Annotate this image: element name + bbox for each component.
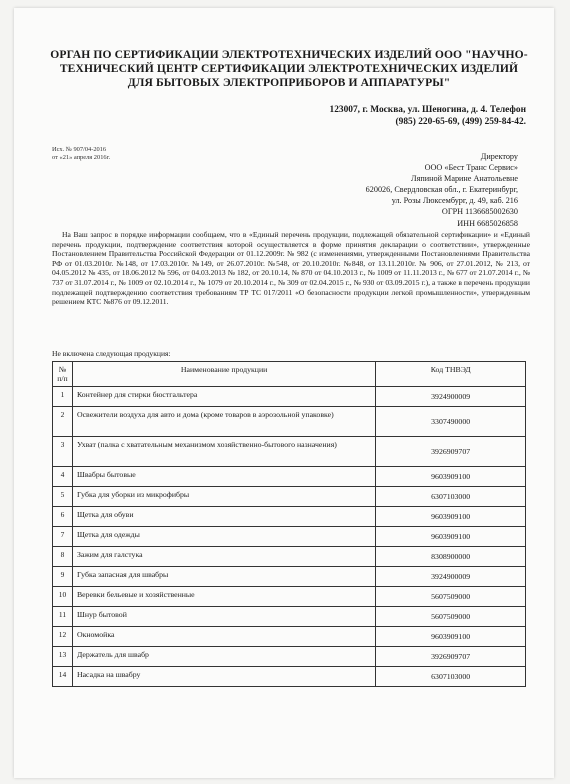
product-name: Губка запасная для швабры (72, 567, 375, 587)
table-row (53, 407, 526, 437)
tnved-code: 3924900009 (376, 567, 526, 587)
address-line: 123007, г. Москва, ул. Шеногина, д. 4. Телефон (329, 105, 526, 115)
product-name: Освежители воздуха для авто и дома (кроме товаров в аэрозольной упаковке) (72, 407, 375, 437)
table-row (53, 487, 526, 507)
tnved-code: 3924900009 (376, 387, 526, 407)
table-row (53, 387, 526, 407)
product-name: Держатель для швабр (72, 647, 375, 667)
product-name: Веревки бельевые и хозяйственные (72, 587, 375, 607)
row-number: 11 (53, 607, 73, 627)
tnved-code: 9603909100 (376, 627, 526, 647)
tnved-code: 6307103000 (376, 667, 526, 687)
table-row (53, 667, 526, 687)
tnved-code: 8308900000 (376, 547, 526, 567)
row-number: 14 (53, 667, 73, 687)
row-number: 1 (53, 387, 73, 407)
product-name: Губка для уборки из микрофибры (72, 487, 375, 507)
body-paragraph: На Ваш запрос в порядке информации сообщаем, что в «Единый перечень продукции, подлежащей обязательной сертификации» и «Единый перечень продукции, подтверждение соответствия которой осуществляется в форме принятия декларации о соответствии», утвержденные Постановлением Правительства Российской Федерации от 01.12.2009г. № 982 (с изменениями, утвержденными Постановлениями Правительства РФ от 01.03.2010г. №148, от 17.03.2010г. №149, от 26.07.2010г. №548, от 20.10.2010г. №848, от 13.11.2010г. № 906, от 27.01.2012, № 213, от 04.05.2012 № 435, от 18.06.2012 № 596, от 04.03.2013 № 182, от 20.10.14, № 870 от 04.10.2013 г., № 1009 от 11.11.2013 г., № 677 от 21.07.2014 г., № 737 от 31.07.2014 г., № 1009 от 02.10.2014 г., № 1079 от 20.10.2014 г., № 309 от 02.04.2015 г., № 930 от 03.09.2015 г.), а также в перечень продукции подлежащей подтверждению соответствия требованиям ТР ТС 017/2011 «О безопасности продукции легкой промышленности», утвержденным решением КТС №876 от 09.12.2011. (52, 230, 530, 307)
tnved-code: 3926909707 (376, 647, 526, 667)
row-number: 2 (53, 407, 73, 437)
product-name: Окномойка (72, 627, 375, 647)
table-row (53, 607, 526, 627)
reference-date: от «21» апреля 2016г. (52, 154, 111, 161)
table-row (53, 627, 526, 647)
recipient-line: Ляпиной Марине Анатольевне (411, 174, 518, 184)
product-name: Шнур бытовой (72, 607, 375, 627)
recipient-line: 620026, Свердловская обл., г. Екатеринбург, (365, 185, 518, 195)
product-name: Контейнер для стирки бюстгальтера (72, 387, 375, 407)
address-phones: (985) 220-65-69, (499) 259-84-42. (395, 117, 526, 127)
document-page (14, 8, 554, 778)
product-name: Щетка для одежды (72, 527, 375, 547)
row-number: 5 (53, 487, 73, 507)
table-row (53, 507, 526, 527)
row-number: 12 (53, 627, 73, 647)
header-line: ОРГАН ПО СЕРТИФИКАЦИИ ЭЛЕКТРОТЕХНИЧЕСКИХ ИЗДЕЛИЙ ООО "НАУЧНО- (50, 48, 528, 61)
row-number: 9 (53, 567, 73, 587)
reference-number: Исх. № 907/04-2016 (52, 146, 107, 153)
tnved-code: 3926909707 (376, 437, 526, 467)
table-header-row (53, 362, 526, 387)
recipient-line: ООО «Бест Транс Сервис» (424, 163, 518, 173)
row-number: 3 (53, 437, 73, 467)
tnved-code: 9603909100 (376, 507, 526, 527)
header-line: ТЕХНИЧЕСКИЙ ЦЕНТР СЕРТИФИКАЦИИ ЭЛЕКТРОТЕХНИЧЕСКИХ ИЗДЕЛИЙ (59, 62, 519, 75)
header-product-name: Наименование продукции (72, 362, 375, 387)
row-number: 4 (53, 467, 73, 487)
header-number: № п/п (53, 362, 73, 387)
organization-address (330, 104, 526, 128)
product-name: Щетка для обуви (72, 507, 375, 527)
recipient-line: ул. Розы Люксембург, д. 49, каб. 216 (391, 196, 518, 206)
outgoing-reference (52, 146, 110, 162)
table-row (53, 647, 526, 667)
table-row (53, 527, 526, 547)
organization-header (34, 48, 544, 90)
row-number: 13 (53, 647, 73, 667)
product-name: Швабры бытовые (72, 467, 375, 487)
product-name: Зажим для галстука (72, 547, 375, 567)
products-table (52, 361, 526, 687)
row-number: 8 (53, 547, 73, 567)
recipient-line: ОГРН 1136685002630 (441, 207, 518, 217)
table-row (53, 567, 526, 587)
row-number: 7 (53, 527, 73, 547)
tnved-code: 6307103000 (376, 487, 526, 507)
row-number: 10 (53, 587, 73, 607)
product-name: Насадка на швабру (72, 667, 375, 687)
tnved-code: 5607509000 (376, 607, 526, 627)
table-row (53, 587, 526, 607)
list-intro: Не включена следующая продукция: (52, 349, 171, 358)
row-number: 6 (53, 507, 73, 527)
table-row (53, 467, 526, 487)
recipient-line: Директору (480, 152, 518, 161)
header-tnved-code: Код ТНВЭД (376, 362, 526, 387)
tnved-code: 3307490000 (376, 407, 526, 437)
product-name: Ухват (палка с хватательным механизмом хозяйственно-бытового назначения) (72, 437, 375, 467)
letter-body (52, 230, 530, 307)
tnved-code: 9603909100 (376, 467, 526, 487)
header-line: ДЛЯ БЫТОВЫХ ЭЛЕКТРОПРИБОРОВ И АППАРАТУРЫ" (127, 76, 451, 89)
table-row (53, 437, 526, 467)
table-row (53, 547, 526, 567)
recipient-line: ИНН 6685026858 (457, 218, 518, 228)
recipient-block (366, 151, 518, 229)
tnved-code: 9603909100 (376, 527, 526, 547)
tnved-code: 5607509000 (376, 587, 526, 607)
